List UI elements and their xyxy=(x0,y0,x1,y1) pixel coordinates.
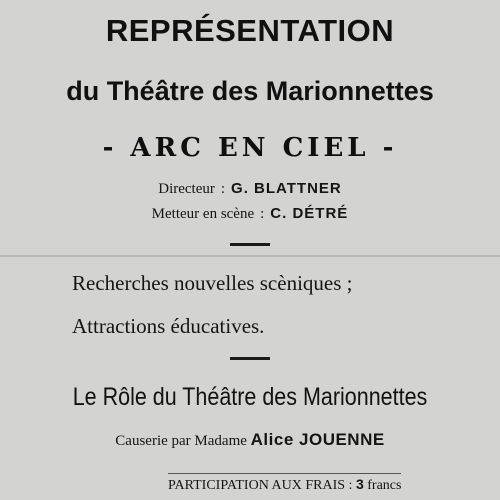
credit-name: G. BLATTNER xyxy=(231,180,342,197)
divider-rule xyxy=(230,243,270,246)
title-line-1: REPRÉSENTATION xyxy=(105,13,395,48)
lecture-title: Le Rôle du Théâtre des Marionnettes xyxy=(72,383,428,411)
troupe-name: - ARC EN CIEL - xyxy=(102,133,398,163)
credit-role: Metteur en scène xyxy=(151,206,255,222)
credit-separator: : xyxy=(220,181,226,197)
credit-director xyxy=(0,180,500,198)
credit-stage-director xyxy=(0,205,500,223)
lecture-speaker: Alice JOUENNE xyxy=(250,430,385,449)
fee-unit: francs xyxy=(367,478,402,493)
lecture-intro: Causerie par Madame xyxy=(115,433,247,449)
credit-separator: : xyxy=(260,206,265,222)
fee-label: PARTICIPATION AUX FRAIS : xyxy=(168,478,353,493)
credit-name: C. DÉTRÉ xyxy=(270,205,349,222)
program-line-1: Recherches nouvelles scèniques ; xyxy=(72,271,353,295)
divider-rule xyxy=(230,357,270,360)
participation-fee xyxy=(168,473,401,494)
paper-fold-line xyxy=(0,255,500,257)
fee-amount: 3 xyxy=(355,476,364,492)
lecture-byline xyxy=(0,430,500,450)
credit-role: Directeur xyxy=(158,181,215,197)
title-line-2: du Théâtre des Marionnettes xyxy=(66,76,434,106)
program-line-2: Attractions éducatives. xyxy=(72,314,265,338)
